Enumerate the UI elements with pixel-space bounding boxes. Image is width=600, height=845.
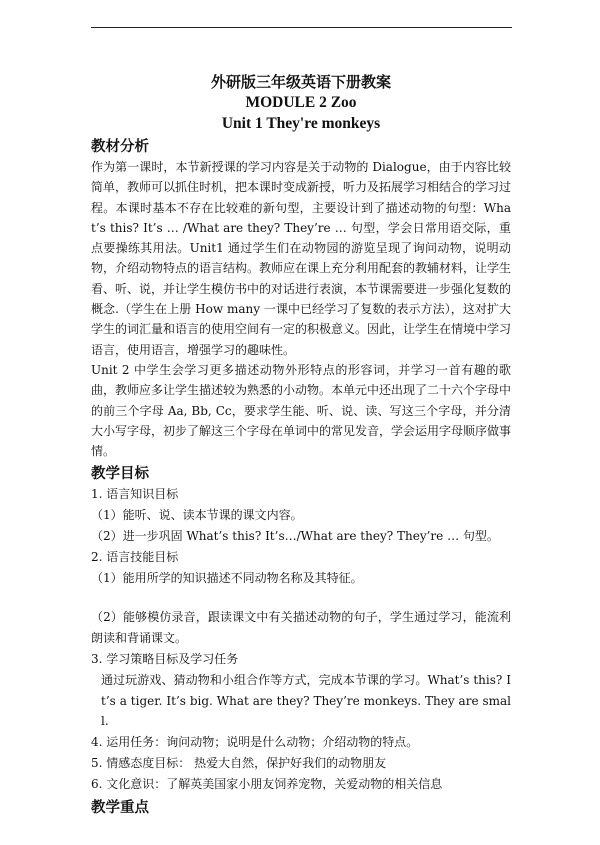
goal-5: 5. 情感态度目标： 热爱大自然，保护好我们的动物朋友 xyxy=(91,756,387,771)
goal-1-item-b: （2）进一步巩固 What’s this? It’s…/What are they? They’re … 句型。 xyxy=(91,529,499,544)
goal-3-title: 3. 学习策略目标及学习任务 xyxy=(91,652,239,667)
goal-6: 6. 文化意识：了解英美国家小朋友饲养宠物，关爱动物的相关信息 xyxy=(91,776,443,791)
goal-2-item-a: （1）能用所学的知识描述不同动物名称及其特征。 xyxy=(91,570,363,585)
goal-4: 4. 运用任务：询问动物；说明是什么动物；介绍动物的特点。 xyxy=(91,735,419,750)
goal-1-title: 1. 语言知识目标 xyxy=(91,487,179,502)
goal-2-title: 2. 语言技能目标 xyxy=(91,549,179,564)
module-title: MODULE 2 Zoo xyxy=(245,94,357,111)
key-points-heading: 教学重点 xyxy=(91,798,149,816)
goals-heading: 教学目标 xyxy=(91,465,149,483)
goal-1-item-a: （1）能听、说、读本节课的课文内容。 xyxy=(91,508,303,523)
header-rule xyxy=(91,27,512,28)
analysis-heading: 教材分析 xyxy=(91,138,149,155)
goal-2-item-b: （2）能够模仿录音，跟读课文中有关描述动物的句子，学生通过学习，能流利朗读和背诵课文。 xyxy=(91,610,511,646)
unit-title: Unit 1 They're monkeys xyxy=(221,115,381,132)
analysis-paragraph-2: Unit 2 中学生会学习更多描述动物外形特点的形容词，并学习一首有趣的歌曲，教师应多让学生描述较为熟悉的小动物。本单元中还出现了二十六个字母中的前三个字母 Aa, Bb, Cc，要求学生能、听、说、读、写这三个字母，并分清大小写字母，初步了解这三个字母在单词中的常见发音，学会运用字母顺序做事情。 xyxy=(91,362,512,459)
document-title: 外研版三年级英语下册教案 xyxy=(210,73,391,91)
title-block xyxy=(91,72,511,134)
goal-3-text: 通过玩游戏、猜动物和小组合作等方式，完成本节课的学习。What’s this? It’s a tiger. It’s big. What are they? They’re monkeys. They are small. xyxy=(101,672,511,729)
analysis-paragraph-1: 作为第一课时，本节新授课的学习内容是关于动物的 Dialogue，由于内容比较简单，教师可以抓住时机，把本课时变成新授，听力及拓展学习相结合的学习过程。本课时基本不存在比较难的新句型，主要设计到了描述动物的句型：What’s this? It’s … /What are they? They’re … 句型，学会日常用语交际，重点要操练其用法。Unit1 通过学生们在动物园的游览呈现了询问动物，说明动物，介绍动物特点的语言结构。教师应在课上充分利用配套的教辅材料，让学生看、听、说，并让学生模仿书中的对话进行表演，本节课需要进一步强化复数的概念.（学生在上册 How many 一课中已经学习了复数的表示方法），这对扩大学生的词汇量和语言的使用空间有一定的积极意义。因此，让学生在情境中学习语言，使用语言，增强学习的趣味性。 xyxy=(91,160,512,357)
blank-line xyxy=(91,588,511,607)
lesson-plan-document xyxy=(91,72,511,818)
